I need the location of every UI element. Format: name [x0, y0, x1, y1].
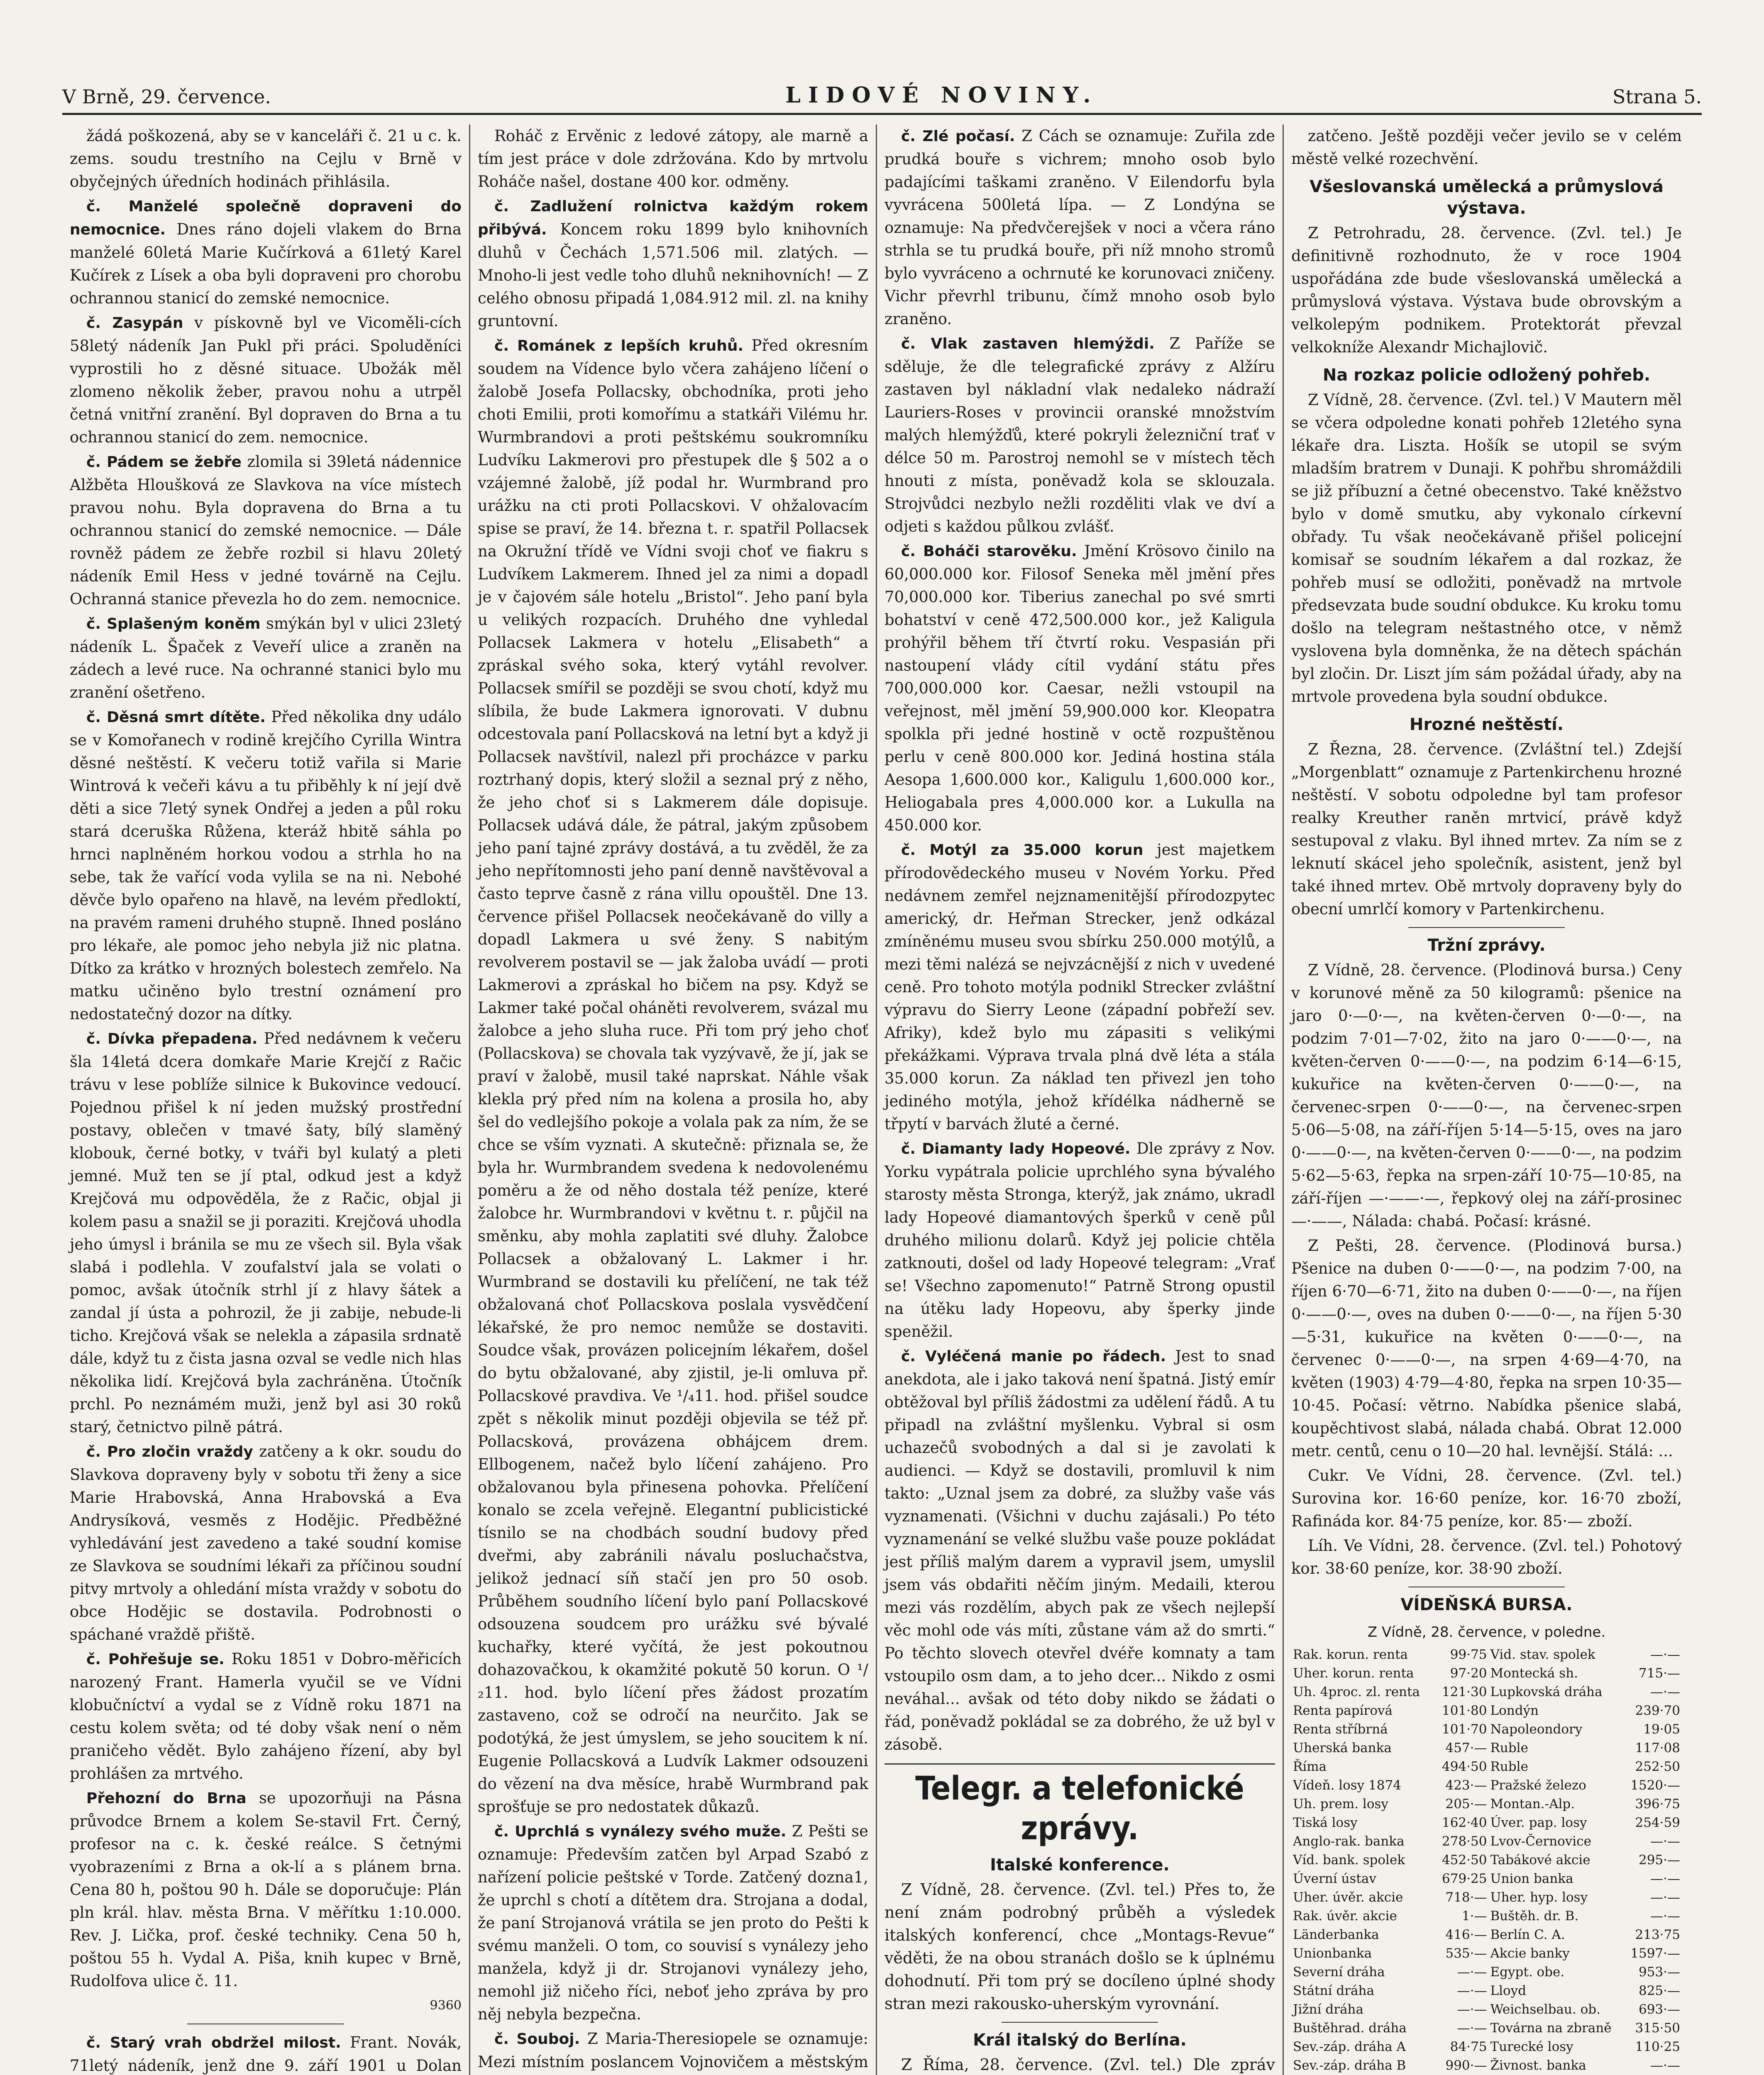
stock-price: 162·40 — [1442, 1815, 1487, 1830]
article — [70, 450, 462, 610]
stock-name: Vídeň. losy 1874 — [1293, 1778, 1401, 1793]
stock-name: Egypt. obe. — [1490, 1965, 1565, 1980]
stock-name: Unionbanka — [1293, 1946, 1372, 1961]
article-headline: č. Vyléčená manie po řádech. — [901, 1348, 1166, 1365]
stock-name: Weichselbau. ob. — [1490, 2002, 1600, 2017]
article-headline: č. Manželé společně dopraveni do nemocnice. — [70, 198, 462, 238]
stock-name: Rak. úvěr. akcie — [1293, 1909, 1397, 1924]
stock-price: 205·— — [1445, 1797, 1487, 1811]
column-2 — [469, 124, 876, 2075]
table-row — [1291, 1888, 1682, 1907]
article-text: žádá poškozená, aby se v kanceláři č. 21 u c. k. zems. soudu trestního na Cejlu v Brně v obyčejných úředních hodinách přihlásila. — [70, 127, 462, 190]
stock-price: 423·— — [1445, 1778, 1487, 1793]
table-row — [1291, 1739, 1682, 1758]
stock-name: Länderbanka — [1293, 1927, 1379, 1942]
column-4 — [1283, 124, 1689, 2075]
table-row — [1291, 1702, 1682, 1720]
stock-name: Turecké losy — [1490, 2039, 1573, 2054]
article-text: Jest to snad anekdota, ale i jako taková není špatná. Jistý emír obtěžoval byl příliš žádostmi za udělení řádů. A tu připadl na zvláštní myšlenku. Vybral si osm uchazečů svobodných a dal si je zavolati k audienci. — Když se dostavili, promluvil k nim takto: „Uznal jsem za dobré, za služby vaše vás vyznamenati. (Všichni v duchu zajásali.) Po této vyznamenání se velké službu vaše pouze pokládat jest příliš malým darem a vypravil jsem, umyslil jsem vás obdařiti něčím jiným. Medaili, kterou mezi vás rozdělím, abych pak ze všech nejlepší věc mohl ode vás míti, zůstane vám až do smrti.“ Po těchto slovech otevřel dvéře komnaty a tam vstoupilo osm dam, a to jeho dcer... Nikdo z osmi neváhal... avšak od této doby nikdo se žádati o řád, poněvadž pokládal se za dobrého, že už byl v zásobě. — [884, 1347, 1275, 1753]
stock-price: —·— — [1457, 2021, 1487, 2036]
article-text: Před okresním soudem na Vídence bylo včera zahájeno líčení o žalobě Josefa Pollacsky, obchodníka, proti jeho choti Emilii, proti komořímu a statkáři Vilému hr. Wurmbrandovi a proti peštskému soukromníku Ludvíku Lakmerovi pro přestupek dle § 502 a o vzájemné žalobě, jíž podal hr. Wurmbrand pro urážku na cti proti Pollacskovi. V ohžalovacím spise se praví, že 14. března t. r. spatřil Pollacsek na Okružní třídě ve Vídni svoji choť ve fiakru s Ludvíkem Lakmerem. Ihned jel za nimi a dopadl je v čajovém sále hotelu „Bristol“. Jeho paní byla u velikých rozpacích. Druhého dne vyhledal Pollacsek Lakmera v hotelu „Elisabeth“ a zpráskal svého soka, který vytáhl revolver. Pollacsek smířil se později se svou chotí, když mu slíbila, že bude Lakmera ignorovati. V dubnu odcestovala paní Pollacsková na letní byt a když ji Pollacsek navštívil, nalezl při procházce v parku roztrhaný dopis, který složil a seznal prý z něho, že jeho choť si s Lakmerem dále dopisuje. Pollacsek udává dále, že pátral, jakým způsobem jeho paní tajné zprávy dostává, a tu zvěděl, že za jeho nepřítomnosti jeho paní denně navštěvoval a často teprve časně z rána villu opouštěl. Dne 13. července přišel Pollacsek neočekávaně do villy a dopadl Lakmera u své ženy. S nabitým revolverem postavil se — jak žaloba uvádí — proti Lakmerovi a zpráskal ho bičem na psy. Když se Lakmer také počal oháněti revolverem, svázal mu žalobce a jeho sluha ruce. Při tom prý jeho choť (Pollacskova) se chovala tak vyzývavě, že jí, jak se praví v žalobě, musil také naprskat. Náhle však klekla prý před ním na kolena a prosila ho, aby šel do vedlejšího pokoje a volala pak za ním, že se chce se vším vyznati. A skutečně: přiznala se, že byla hr. Wurmbrandem svedena k nedovolenému poměru a že od něho dostala též peníze, které žalobce hr. Wurmbrandovi v květnu t. r. půjčil na směnku, aby mohla zaplatiti své dluhy. Žalobce Pollacsek a obžalovaný L. Lakmer i hr. Wurmbrand se dostavili ku přelíčení, ne tak též obžalovaná choť Pollacskova poslala vysvědčení lékařské, že pro nemoc nemůže se dostaviti. Soudce však, provázen policejním lékařem, došel do bytu obžalované, aby zjistil, je-li omluva př. Pollacskové pravdiva. Ve ¹/₄11. hod. přišel soudce zpět s několik minut později objevila se též př. Pollacsková, provázena obhájcem drem. Ellbogenem, načež bylo líčení zahájeno. Pro obžalovanou byla přinesena pohovka. Přelíčení konalo se zcela veřejně. Elegantní publicistické tísnilo se na chodbách soudní budovy před dveřmi, aby zabránili návalu posluchačstva, jelikož jednací síň stačí jen pro 50 osob. Průběhem soudního líčení bylo paní Pollacskové odsouzena soudcem pro urážku své bývalé kuchařky, které vyčítá, že jest pokoutnou dohazovačkou, k okamžité pokutě 50 korun. O ¹/₂11. hod. bylo líčení přes žádost prozatím zastaveno, což se odročí na neurčito. Jak se podotýká, že jest úmyslem, se jeho soucitem k ní. Eugenie Pollacsková a Ludvík Lakmer odsouzeni do vězení na dva měsíce, hrabě Wurmbrand pak sprošťuje se pro nedostatek důkazů. — [478, 337, 868, 1816]
stock-name: Uher. korun. renta — [1293, 1666, 1414, 1681]
article — [70, 612, 462, 704]
stock-name: Státní dráha — [1293, 1983, 1374, 1998]
article — [70, 1440, 462, 1646]
stock-price: 278·50 — [1442, 1834, 1487, 1849]
article-text: Z Cách se oznamuje: Zuřila zde prudká bouře s vichrem; mnoho osob bylo padajícími taškami zraněno. V Eilendorfu byla vyvrácena 500letá lípa. — Z Londýna se oznamuje: Na předvčerejšek v noci a včera ráno strhla se tu prudká bouře, při níž mnoho stromů bylo vyvráceno a ochrnuté ke korunovaci zničeny. Vichr převrhl tribunu, čímž mnoho osob bylo zraněno. — [884, 127, 1275, 328]
stock-price: 97·20 — [1450, 1666, 1487, 1681]
section-headline: Tržní zprávy. — [1427, 936, 1546, 955]
article-text: jest majetkem přírodovědeckého museu v Novém Yorku. Před nedávnem zemřel nejznamenitější přírodozpytec americký, dr. Heřman Strecker, jenž odkázal zmíněnému museu svou sbírku 250.000 motýlů, a mezi těmi nalézá se nejvzácnější z nich v uvedené ceně. Pro tohoto motýla podnikl Strecker zvláštní výpravu do Sierry Leone (západní pobřeží sev. Afriky), kdež bylo mu zápasiti s velikými překážkami. Výprava trvala plná dvě léta a stála 35.000 korun. Za náklad ten přivezl jen toho jediného motýla, jehož křídélka nádherně se třpytí v barvách žluté a černé. — [884, 841, 1275, 1133]
section-headline: Všeslovanská umělecká a průmyslová výstava. — [1310, 177, 1664, 218]
table-row — [1291, 1795, 1682, 1814]
stock-price: 416·— — [1445, 1927, 1487, 1942]
article-headline: č. Zasypán — [86, 315, 183, 332]
article-text: smýkán byl v ulici 23letý nádeník L. Špaček z Veveří ulice a zraněn na zádech a levé ruce. Na ochranné stanici bylo mu zranění ošetřeno. — [70, 615, 462, 701]
stock-name: Montan.-Alp. — [1490, 1797, 1575, 1811]
table-row — [1291, 1664, 1682, 1683]
stock-price: 953·— — [1638, 1965, 1680, 1980]
stock-price: 213·75 — [1635, 1927, 1680, 1942]
bursa-dateline: Z Vídně, 28. července, v poledne. — [1367, 1624, 1606, 1640]
section-headline: VÍDEŇSKÁ BURSA. — [1400, 1595, 1573, 1614]
stock-price: —·— — [1457, 1983, 1487, 1998]
table-row — [1291, 2019, 1682, 2038]
article-text: Dnes ráno dojeli vlakem do Brna manželé 60letá Marie Kučírková a 61letý Karel Kučírek z Lísek a oba byli dopraveni pro chorobu ochrannou stanicí do zemské nemocnice. — [70, 220, 462, 307]
ad-text: se upozorňuji na Pásna průvodce Brnem a kolem Se-stavil Frt. Černý, profesor na c. k. české reálce. S četnými vyobrazeními z Brna a ok-lí a s plánem brna. Cena 80 h, poštou 90 h. Dále se doporučuje: Plán pln král. hlav. města Brna. V měřítku 1:10.000. Rev. J. Lička, prof. české techniky. Cena 50 h, poštou 55 h. Vydal A. Piša, knih kupec v Brně, Rudolfova ulice č. 11. — [70, 1789, 462, 1990]
section-headline: Italské konference. — [990, 1855, 1170, 1875]
stock-name: Lvov-Černovice — [1490, 1834, 1591, 1849]
header-rule — [62, 113, 1702, 115]
article-headline: č. Děsná smrt dítěte. — [86, 709, 266, 726]
stock-price: 396·75 — [1635, 1797, 1680, 1811]
section-headline: Na rozkaz policie odložený pohřeb. — [1322, 366, 1651, 385]
article-text: zatčeny a k okr. soudu do Slavkova dopraveny byly v sobotu tři ženy a sice Marie Hrabovská, Anna Hrabovská a Eva Andrysíková, vesměs z Hodějic. Předběžné vyhledávání jest zavedeno a také soudní komise ze Slavkova se soudními lékaři za příčinou soudní pitvy mrtvoly a ohledání místa vraždy v sobotu do obce Hodějic se dostavila. Podrobnosti o spáchané vraždě přiště. — [70, 1443, 462, 1643]
page-header — [62, 62, 1702, 108]
stock-price: 718·— — [1445, 1890, 1487, 1905]
article — [70, 195, 462, 310]
divider — [1002, 2022, 1158, 2023]
stock-name: Lloyd — [1490, 1983, 1527, 1998]
stock-price: —·— — [1650, 1909, 1680, 1924]
stock-name: Úverní ústav — [1293, 1871, 1376, 1886]
article-text: Z Vídně, 28. července. (Zvl. tel.) Přes to, že není znám podrobný průběh a výsledek italských konferencí, chce „Montags-Revue“ věděti, že na obou stranách došlo se k úplnému dohodnutí. Při tom prý se docíleno úplné shody stran mezi rakousko-uherským vyrovnání. — [884, 1880, 1275, 2013]
stock-price: —·— — [1650, 1871, 1680, 1886]
table-row — [1291, 1814, 1682, 1832]
stock-price: 715·— — [1638, 1666, 1680, 1681]
article — [70, 1027, 462, 1438]
article — [70, 311, 462, 449]
stock-name: Říma — [1293, 1759, 1327, 1774]
stock-price: 121·30 — [1442, 1684, 1487, 1699]
stock-name: Lupkovská dráha — [1490, 1684, 1603, 1699]
article-text: Z Paříže se sděluje, že dle telegrafické zprávy z Alžíru zastaven byl nákladní vlak nedaleko nádraží Lauriers-Roses v provincii oranské množstvím malých hlemýžďů, které pokryli železniční trať v délce 50 m. Parostroj nemohl se v místech těch hnouti z místa, poněvadž kola se sklouzala. Strojvůdci nezbylo nežli rozděliti vlak ve dví a odjeti s každou půlkou zvlášť. — [884, 334, 1275, 535]
article-text: Před nedávnem k večeru šla 14letá dcera domkaře Marie Krejčí z Račic trávu v lese poblíže silnice k Bukovince vedoucí. Pojednou přišel k ní jeden mužský prostřední postavy, oblečen v tmavé šaty, bílý slaměný klobouk, černé botky, v tváři byl kulatý a pleti jemné. Muž ten se jí ptal, odkud jest a když Krejčová mu odpověděla, že z Račic, objal ji kolem pasu a snažil se ji poraziti. Krejčová uhodla jeho úmysl i bránila se mu ze všech sil. Byla však slabá i podlehla. V zoufalství jala se volati o pomoc, avšak útočník strhl jí z hlavy šátek a zandal jí ústa a pohrozil, že ji zabije, nebude-li ticho. Krejčová však se nelekla a zápasila srdnatě dále, když tu z čista jasna ozval se vedle nich hlas několika lidí. Krejčová byla zachráněna. Útočník prchl. Po neznámém muži, jenž byl asi 30 roků starý, četnictvo pilně pátrá. — [70, 1030, 462, 1436]
column-1 — [62, 124, 469, 2075]
newspaper-page — [62, 62, 1702, 2075]
article-headline: č. Uprchlá s vynálezy svého muže. — [494, 1823, 787, 1840]
stock-price: 535·— — [1445, 1946, 1487, 1961]
article-text: Z Pešti, 28. července. (Plodinová bursa.) Pšenice na duben 0·——0·—, na podzim 7·00, na říjen 6·70—6·71, žito na duben 0·——0·—, na říjen 0·——0·—, oves na duben 0·——0·—, na říjen 5·30—5·31, kukuřice na květen 0·——0·—, na červenec 0·——0·—, na srpen 4·69—4·70, na květen (1903) 4·79—4·80, řepka na srpen 10·35—10·45. Počasí: větrno. Nabídka pšenice slabá, koupěchtivost slabá, nálada chabá. Obrat 12.000 metr. centů, cenu o 10—20 hal. levnější. Stálá: ... — [1291, 1237, 1682, 1460]
stock-name: Víd. bank. spolek — [1293, 1853, 1405, 1868]
stock-price: 457·— — [1445, 1741, 1487, 1755]
columns — [62, 124, 1702, 2075]
article — [884, 1345, 1275, 1756]
article-text: Koncem roku 1899 bylo knihovních dluhů v Čechách 1,571.506 mil. zlatých. — Mnoho-li jest vedle toho dluhů neknihovních! — Z celého obnosu připadá 1,084.912 mil. zl. na knihy gruntovní. — [478, 220, 868, 330]
stock-price: 1597·— — [1630, 1946, 1680, 1961]
stock-name: Tabákové akcie — [1490, 1853, 1591, 1868]
article-headline: č. Vlak zastaven hlemýždi. — [901, 335, 1155, 352]
stock-name: Tiská losy — [1293, 1815, 1358, 1830]
stock-price: 19·05 — [1643, 1722, 1680, 1737]
article-headline: č. Boháči starověku. — [901, 543, 1077, 560]
stock-price: 254·59 — [1635, 1815, 1680, 1830]
stock-price: 295·— — [1638, 1853, 1680, 1868]
stock-name: Uh. prem. losy — [1293, 1797, 1388, 1811]
stock-name: Montecká sh. — [1490, 1666, 1578, 1681]
stock-name: Uher. úvěr. akcie — [1293, 1890, 1403, 1905]
article-headline: č. Starý vrah obdržel milost. — [86, 2034, 341, 2051]
table-row — [1291, 1907, 1682, 1926]
article-headline: č. Dívka přepadena. — [86, 1030, 258, 1047]
table-row — [1291, 1851, 1682, 1870]
section-headline: Hrozné neštěstí. — [1410, 715, 1564, 734]
stock-name: Severní dráha — [1293, 1965, 1385, 1980]
article-text: Roku 1851 v Dobro-měřicích narozený Frant. Hamerla vyučil se ve Vídni klobučníctví a vydal se z Vídně roku 1871 na cestu kolem světa; od té doby však není o něm praničeho vědět. Bylo zahájeno řízení, aby byl prohlášen za mrtvého. — [70, 1650, 462, 1782]
article-headline: č. Motýl za 35.000 korun — [901, 842, 1143, 859]
stock-name: Union banka — [1490, 1871, 1573, 1886]
article-headline: č. Diamanty lady Hopeové. — [901, 1140, 1131, 1157]
stock-name: Renta stříbrná — [1293, 1722, 1388, 1737]
table-row — [1291, 1982, 1682, 2000]
article — [884, 332, 1275, 538]
article-text: Z Pešti se oznamuje: Především zatčen byl Arpad Szabó z nařízení policie peštské v Torde. Zatčený dozna1, že uprchl s chotí a dítětem dra. Strojana a dodal, že paní Strojanová vrátila se jen proto do Pešti k svému manželi. O tom, co souvisí s vynálezy jeho manžela, když ji dr. Strojanovi vynálezy jeho, nemohl již ničeho říci, neboť jeho zpráva by pro něj nebyla bezpečna. — [478, 1822, 869, 2023]
article-text: Jmění Krösovo činilo na 60,000.000 kor. Filosof Seneka měl jmění přes 70,000.000 kor. Tiberius zanechal po své smrti bohatství v ceně 472,500.000 kor., jež Kaligula prohýřil během tří čtvrtí roku. Vespasián při nastoupení vlády cítil vydání státu přes 700,000.000 kor. Caesar, nežli vstoupil na veřejnost, měl jmění 59,900.000 kor. Kleopatra spolkla při jedné hostině v octě rozpuštěnou perlu v ceně 800.000 kor. Jediná hostina stála Aesopa 1,600.000 kor., Kaligulu 1,600.000 kor., Heliogabala pres 4,000.000 kor. a Lukulla na 450.000 kor. — [884, 542, 1275, 834]
stock-price: 110·25 — [1635, 2039, 1680, 2054]
article-text: Z Vídně, 28. července. (Plodinová bursa.) Ceny v korunové měně za 50 kilogramů: pšenice na jaro 0·—0·—, na květen-červen 0·—0·—, na podzim 7·01—7·02, žito na jaro 0·——0·—, na květen-červen 0·——0·—, na podzim 6·14—6·15, kukuřice na květen-červen 0·——0·—, na červenec-srpen 0·——0·—, na červenec-srpen 5·06—5·08, na září-říjen 5·14—5·15, oves na jaro 0·——0·—, na květen-červen 0·——0·—, na podzim 5·62—5·63, řepka na srpen-září 10·75—10·85, na září-říjen —·——·—, řepkový olej na září-prosinec —·——, Nálada: chabá. Počasí: krásné. — [1291, 961, 1682, 1230]
article-text: Z Petrohradu, 28. července. (Zvl. tel.) Je definitivně rozhodnuto, že v roce 1904 uspořádána zde bude všeslovanská umělecká a průmyslová výstava. Výstava bude obrovským a velkolepým podnikem. Protektorát převzal velkokníže Alexandr Michajlovič. — [1291, 224, 1682, 356]
stock-name: Uh. 4proc. zl. renta — [1293, 1684, 1420, 1699]
stock-price: 990·— — [1445, 2058, 1487, 2073]
table-row — [1291, 1776, 1682, 1795]
article-text: Z Říma, 28. července. (Zvl. tel.) Dle zpráv — [901, 2055, 1275, 2074]
stock-price: —·— — [1650, 1834, 1680, 1849]
stock-price: —·— — [1650, 1684, 1680, 1699]
article-text: Z Vídně, 28. července. (Zvl. tel.) V Mautern měl se včera odpoledne konati pohřeb 12letého syna lékaře dra. Liszta. Hošík se utopil se svým mladším bratrem v Dunaji. K pohřbu shromáždili se již příbuzní a četné obecenstvo. Také kněžstvo bylo v domě smutku, aby vykonalo církevní obřady. Tu však neočekávaně přišel policejní komisař se soudním lékařem a dal rozkaz, že pohřeb musí se odložiti, poněvadž na mrtvole předsevzata bude soudní obdukce. Ku kroku tomu došlo na telegram neštastného otce, v němž vyslovena byla domněnka, že na dětech spáchán byl zločin. Dr. Liszt jím sám požádal úřady, aby na mrtvole provedena byla soudní obdukce. — [1291, 391, 1682, 706]
table-row — [1291, 1926, 1682, 1944]
stock-name: Ruble — [1490, 1759, 1528, 1774]
article — [478, 2027, 868, 2075]
article-text: Líh. Ve Vídni, 28. července. (Zvl. tel.) Pohotový kor. 38·60 peníze, kor. 38·90 zboží. — [1291, 1537, 1682, 1577]
article — [884, 1137, 1275, 1343]
stock-price: 1·— — [1461, 1909, 1487, 1924]
table-row — [1291, 1832, 1682, 1851]
table-row — [1291, 1963, 1682, 1982]
stock-price: —·— — [1650, 1647, 1680, 1662]
article — [70, 2031, 462, 2075]
stock-name: Pražské železo — [1490, 1778, 1586, 1793]
stock-name: Úver. pap. losy — [1490, 1815, 1587, 1830]
stock-name: Uher. hyp. losy — [1490, 1890, 1588, 1905]
stock-price: 452·50 — [1442, 1853, 1487, 1868]
article-text: Cukr. Ve Vídni, 28. července. (Zvl. tel.) Surovina kor. 16·60 peníze, kor. 16·70 zboží, Rafináda kor. 84·75 peníze, kor. 85·— zboží. — [1291, 1467, 1682, 1530]
table-row — [1291, 2038, 1682, 2056]
article-headline: č. Zlé počasí. — [901, 128, 1015, 145]
stock-price: 1520·— — [1630, 1778, 1680, 1793]
table-row — [1291, 1944, 1682, 1963]
page-number: Strana 5. — [1613, 85, 1702, 108]
table-row — [1291, 1758, 1682, 1776]
stock-price: 101·70 — [1442, 1722, 1487, 1737]
article-headline: č. Pro zločin vraždy — [86, 1443, 253, 1460]
stock-price: —·— — [1457, 1965, 1487, 1980]
column-3 — [876, 124, 1283, 2075]
stock-price: —·— — [1457, 2002, 1487, 2017]
article — [884, 540, 1275, 837]
table-row — [1291, 2056, 1682, 2075]
stock-name: Buštěh. dr. B. — [1490, 1909, 1579, 1924]
advertisement — [70, 1787, 462, 1992]
stock-name: Londýn — [1490, 1703, 1539, 1718]
article — [478, 334, 868, 1818]
article — [884, 838, 1275, 1135]
stock-price: 99·75 — [1450, 1647, 1487, 1662]
ad-number: 9360 — [430, 1998, 462, 2013]
stock-name: Buštěhrad. dráha — [1293, 2021, 1407, 2036]
article-text: Frant. Novák, 71letý nádeník, jenž dne 9. září 1901 u Dolan — [70, 2034, 462, 2075]
table-row — [1291, 2000, 1682, 2019]
article-headline: č. Románek z lepších kruhů. — [494, 337, 744, 354]
stock-name: Uherská banka — [1293, 1741, 1392, 1755]
table-row — [1291, 1870, 1682, 1888]
stock-name: Renta papírová — [1293, 1703, 1393, 1718]
stock-name: Anglo-rak. banka — [1293, 1834, 1405, 1849]
article-headline: č. Zadlužení rolnictva každým rokem přibývá. — [478, 198, 868, 238]
article — [70, 1648, 462, 1785]
article-text: zlomila si 39letá nádennice Alžběta Hloušková ze Slavkova na více místech pravou nohu. Byla dopravena do Brna a tu ochrannou stanicí do zemské nemocnice. — Dále rovněž pádem ze žebře rozbil si hlavu 20letý nádeník Emil Hess v jedné továrně na Cejlu. Ochranná stanice převezla ho do zem. nemocnice. — [70, 453, 462, 608]
table-row — [1291, 1645, 1682, 1664]
stock-name: Napoleondory — [1490, 1722, 1583, 1737]
article-text: zatčeno. Ještě později večer jevilo se v celém městě velké rozechvění. — [1291, 127, 1682, 168]
stock-table — [1291, 1645, 1682, 2075]
article-headline: č. Souboj. — [494, 2031, 580, 2048]
article — [478, 195, 868, 332]
stock-price: 315·50 — [1635, 2021, 1680, 2036]
article-text: Z Maria-Theresiopele se oznamuje: Mezi místním poslancem Vojnovičem a městským — [478, 2030, 869, 2071]
article-headline: č. Splašeným koněm — [86, 615, 261, 632]
stock-name: Sev.-záp. dráha A — [1293, 2039, 1406, 2054]
stock-price: 825·— — [1638, 1983, 1680, 1998]
divider — [1408, 927, 1564, 928]
stock-name: Živnost. banka — [1490, 2058, 1586, 2073]
article — [884, 124, 1275, 330]
article-headline: č. Pohřešuje se. — [86, 1651, 225, 1668]
stock-price: —·— — [1650, 2058, 1680, 2073]
section-title: Telegr. a telefonické zprávy. — [884, 1763, 1275, 1848]
stock-price: 679·25 — [1442, 1871, 1487, 1886]
section-headline: Král italský do Berlína. — [973, 2031, 1187, 2050]
article-text: Před několika dny událo se v Komořanech v rodině krejčího Cyrilla Wintra děsné neštěstí. K večeru totiž vařila si Marie Wintrová k večeři kávu a tu přiběhly k ní její dvě děti a sice 7letý synek Ondřej a jeden a půl roku stará dceruška Růžena, kteráž hbitě sáhla po hrnci naplněném horkou vodou a strhla ho na sebe, tak že vařící voda vylila se na ni. Nebohé děvče bylo opařeno na hlavě, na levém předloktí, na pravém rameni druhého stupně. Ihned posláno pro lékaře, ale pomoc jeho nebyla již nic platna. Dítko za krátko v hrozných bolestech zemřelo. Na matku učiněno bylo trestní oznámení pro nedostatečný dozor na dítky. — [70, 708, 462, 1023]
ad-headline: Přehozní do Brna — [86, 1790, 247, 1807]
stock-price: 494·50 — [1442, 1759, 1487, 1774]
stock-price: 252·50 — [1635, 1759, 1680, 1774]
stock-price: —·— — [1650, 1890, 1680, 1905]
stock-name: Sev.-záp. dráha B — [1293, 2058, 1406, 2073]
stock-name: Akcie banky — [1490, 1946, 1570, 1961]
stock-price: 693·— — [1638, 2002, 1680, 2017]
header-date: V Brně, 29. července. — [62, 85, 271, 108]
article-text: v pískovně byl ve Vicoměli-cích 58letý nádeník Jan Pukl při práci. Spoluděníci vyprostili ho z děsné situace. Ubožák měl zlomeno několik žeber, pravou nohu a utrpěl četná vnitřní zranění. Byl dopraven do Brna a tu ochrannou stanicí do zem. nemocnice. — [70, 314, 462, 446]
stock-name: Rak. korun. renta — [1293, 1647, 1408, 1662]
article-headline: č. Pádem se žebře — [86, 454, 242, 471]
masthead: LIDOVÉ NOVINY. — [785, 83, 1098, 108]
stock-name: Továrna na zbraně — [1490, 2021, 1612, 2036]
article-text: Roháč z Ervěnic z ledové zátopy, ale marně a tím jest práce v dole zdržována. Kdo by mrtvolu Roháče našel, dostane 400 kor. odměny. — [478, 127, 868, 190]
stock-name: Ruble — [1490, 1741, 1528, 1755]
article-text: Z Řezna, 28. července. (Zvláštní tel.) Zdejší „Morgenblatt“ oznamuje z Partenkirchenu hrozné neštěstí. V sobotu odpoledne byl tam profesor realky Kreuther raněn mrtvicí, právě když sestupoval z vlaku. Byl ihned mrtev. Za ním se z leknutí skácel jeho společník, asistent, jenž byl také ihned mrtev. Obě mrtvoly dopraveny byly do obecní umrlčí komory v Partenkirchenu. — [1291, 740, 1682, 918]
stock-price: 101·80 — [1442, 1703, 1487, 1718]
stock-name: Jižní dráha — [1293, 2002, 1364, 2017]
table-row — [1291, 1720, 1682, 1739]
stock-name: Berlín C. A. — [1490, 1927, 1565, 1942]
stock-price: 117·08 — [1635, 1741, 1680, 1755]
stock-price: 239·70 — [1635, 1703, 1680, 1718]
article — [478, 1820, 868, 2026]
stock-price: 84·75 — [1450, 2039, 1487, 2054]
article-text: Dle zprávy z Nov. Yorku vypátrala policie uprchlého syna bývalého starosty města Stronga, kterýž, jak známo, ukradl lady Hopeové diamantových šperků v ceně půl druhého milionu dolarů. Když jej policie chtěla zatknouti, došel od lady Hopeové telegram: „Vrať se! Všechno zapomenuto!“ Patrně Strong opustil na útěku lady Hopeovu, aby šperky jinde speněžil. — [884, 1140, 1275, 1340]
stock-name: Vid. stav. spolek — [1490, 1647, 1595, 1662]
table-row — [1291, 1683, 1682, 1702]
article — [70, 706, 462, 1025]
